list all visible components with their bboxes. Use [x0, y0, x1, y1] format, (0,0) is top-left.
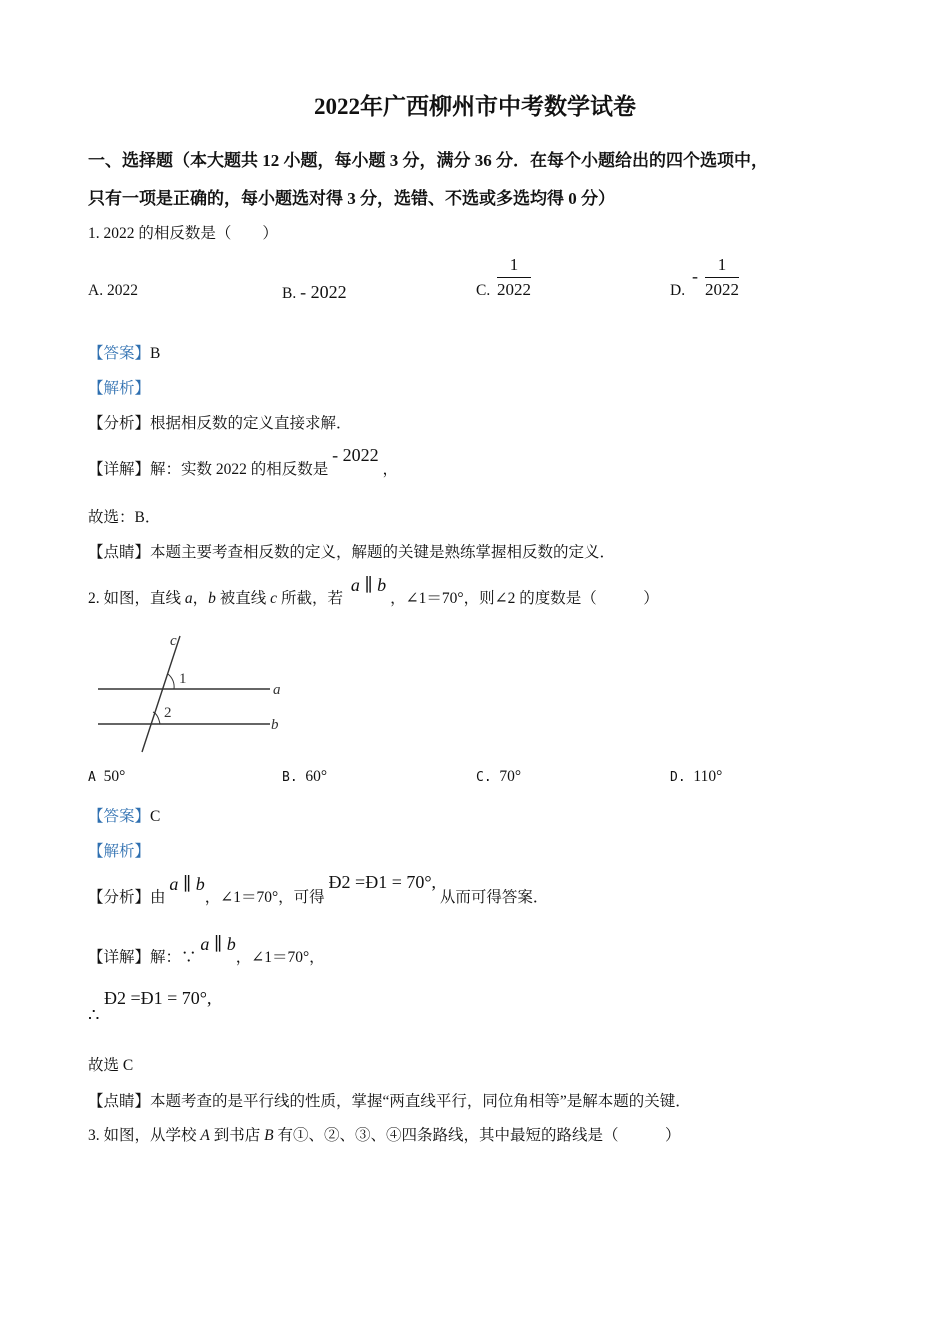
q2-fenxi-tag: 【分析】: [88, 889, 151, 906]
q2-analysis-tag: 【解析】: [88, 843, 151, 860]
q1-fenxi: [88, 411, 352, 433]
q1-xiangjie-pre: 解：实数 2022 的相反数是: [150, 461, 329, 478]
q1-option-d-label: D.: [670, 282, 686, 299]
q1-answer-value: B: [150, 345, 161, 362]
q2-therefore-math: Ð2 =Ð1 = 70°,: [104, 988, 212, 1008]
q2-dianjing: [88, 1089, 691, 1111]
q1-xiangjie-tag: 【详解】: [88, 461, 151, 478]
q2-guxuan: 故选 C: [88, 1057, 134, 1074]
angle-1-arc: [168, 674, 174, 689]
q2-xiangjie: [88, 934, 325, 967]
q2-dianjing-text: 本题考查的是平行线的性质，掌握“两直线平行，同位角相等”是解本题的关键．: [150, 1093, 691, 1110]
q1-fenxi-text: 根据相反数的定义直接求解．: [150, 415, 352, 432]
q1-xiangjie: [88, 445, 399, 479]
q2-dianjing-tag: 【点睛】: [88, 1093, 151, 1110]
q1-option-c-label: C.: [476, 282, 491, 299]
q1-option-d-sign: -: [692, 266, 698, 286]
q3-var-B: B: [264, 1127, 274, 1144]
q2-var-a: a: [184, 590, 193, 607]
q2-option-d-value: 110°: [693, 768, 723, 785]
q1-stem: 1. 2022 的相反数是（ ）: [88, 225, 278, 242]
q1-option-c-denominator: 2022: [497, 277, 531, 300]
q2-answer-value: C: [150, 808, 161, 825]
q1-option-b: [282, 282, 347, 303]
q2-option-b: [282, 768, 327, 786]
q1-dianjing-text: 本题主要考查相反数的定义，解题的关键是熟练掌握相反数的定义．: [150, 544, 616, 561]
q2-xiangjie-post: ，∠1＝70°，: [235, 949, 325, 966]
section-header-line2: 只有一项是正确的，每小题选对得 3 分，选错、不选或多选均得 0 分）: [88, 189, 615, 208]
q3-stem: [88, 1123, 680, 1145]
q2-xiangjie-parallel: a ∥ b: [200, 934, 236, 954]
q2-stem-post: ，∠1＝70°，则∠2 的度数是（ ）: [390, 590, 659, 607]
q2-answer: [88, 804, 160, 826]
q1-option-b-label: B.: [282, 285, 297, 302]
q1-option-d-denominator: 2022: [705, 277, 739, 300]
label-c: c: [170, 633, 177, 649]
q2-var-c: c: [270, 590, 278, 607]
q1-guxuan: 故选：B．: [88, 509, 161, 526]
q2-option-a: [88, 768, 125, 786]
q1-answer-tag: 【答案】: [88, 345, 151, 362]
q2-figure: [88, 628, 298, 758]
q2-stem-mid: 被直线: [215, 590, 271, 607]
q2-xiangjie-tag: 【详解】: [88, 949, 151, 966]
q2-fenxi-mid: ，∠1＝70°，可得: [204, 889, 325, 906]
q1-option-a-label: A.: [88, 282, 104, 299]
q2-option-c: [476, 768, 521, 786]
q2-option-d-label: D.: [670, 770, 686, 785]
q2-option-a-label: A: [88, 770, 96, 785]
q1-option-d-fraction: [705, 255, 739, 300]
q2-option-b-value: 60°: [305, 768, 328, 785]
section-header-line1: 一、选择题（本大题共 12 小题，每小题 3 分，满分 36 分．在每个小题给出的四个选项中，: [88, 151, 768, 170]
q2-option-a-value: 50°: [103, 768, 126, 785]
label-b: b: [271, 717, 279, 733]
q1-answer: [88, 341, 160, 363]
q2-stem: [88, 575, 659, 608]
q2-fenxi: [88, 872, 549, 907]
q1-dianjing-tag: 【点睛】: [88, 544, 151, 561]
q2-fenxi-pre: 由: [150, 889, 166, 906]
q2-stem-pre: 2. 如图，直线: [88, 590, 185, 607]
q3-var-A: A: [200, 1127, 210, 1144]
q1-dianjing: [88, 540, 615, 562]
q1-xiangjie-math: - 2022: [332, 445, 379, 465]
page-title: 2022年广西柳州市中考数学试卷: [314, 94, 636, 119]
label-a: a: [273, 682, 281, 698]
q2-comma: ，: [192, 590, 209, 607]
q1-option-c-numerator: 1: [509, 255, 519, 274]
q2-fenxi-parallel: a ∥ b: [169, 874, 205, 894]
q2-xiangjie-pre: 解：∵: [150, 949, 197, 966]
q1-option-b-value: - 2022: [300, 282, 347, 302]
q3-stem-post: 有①、②、③、④四条路线，其中最短的路线是（ ）: [273, 1127, 681, 1144]
q2-therefore: ∴: [88, 1005, 100, 1025]
q1-analysis-tag: 【解析】: [88, 380, 151, 397]
q1-xiangjie-post: ，: [382, 461, 399, 478]
q1-option-a: [88, 282, 138, 300]
q2-option-d: [670, 768, 722, 786]
q1-option-c-fraction: [497, 255, 531, 300]
q3-stem-mid: 到书店: [209, 1127, 265, 1144]
q2-answer-tag: 【答案】: [88, 808, 151, 825]
q2-fenxi-post: 从而可得答案．: [439, 889, 549, 906]
q3-stem-pre: 3. 如图，从学校: [88, 1127, 201, 1144]
q2-stem-mid2: 所截，若: [277, 590, 343, 607]
q2-option-c-label: C.: [476, 770, 492, 785]
q1-fenxi-tag: 【分析】: [88, 415, 151, 432]
q2-var-b: b: [208, 590, 216, 607]
label-2: 2: [164, 705, 172, 721]
q2-parallel-expr: a ∥ b: [350, 575, 387, 595]
q2-option-b-label: B.: [282, 770, 298, 785]
q2-option-c-value: 70°: [499, 768, 522, 785]
q1-option-d-numerator: 1: [717, 255, 727, 274]
line-c: [142, 636, 180, 752]
q2-fenxi-math: Ð2 =Ð1 = 70°,: [328, 872, 437, 892]
q1-option-a-value: 2022: [106, 282, 138, 299]
label-1: 1: [179, 671, 187, 687]
